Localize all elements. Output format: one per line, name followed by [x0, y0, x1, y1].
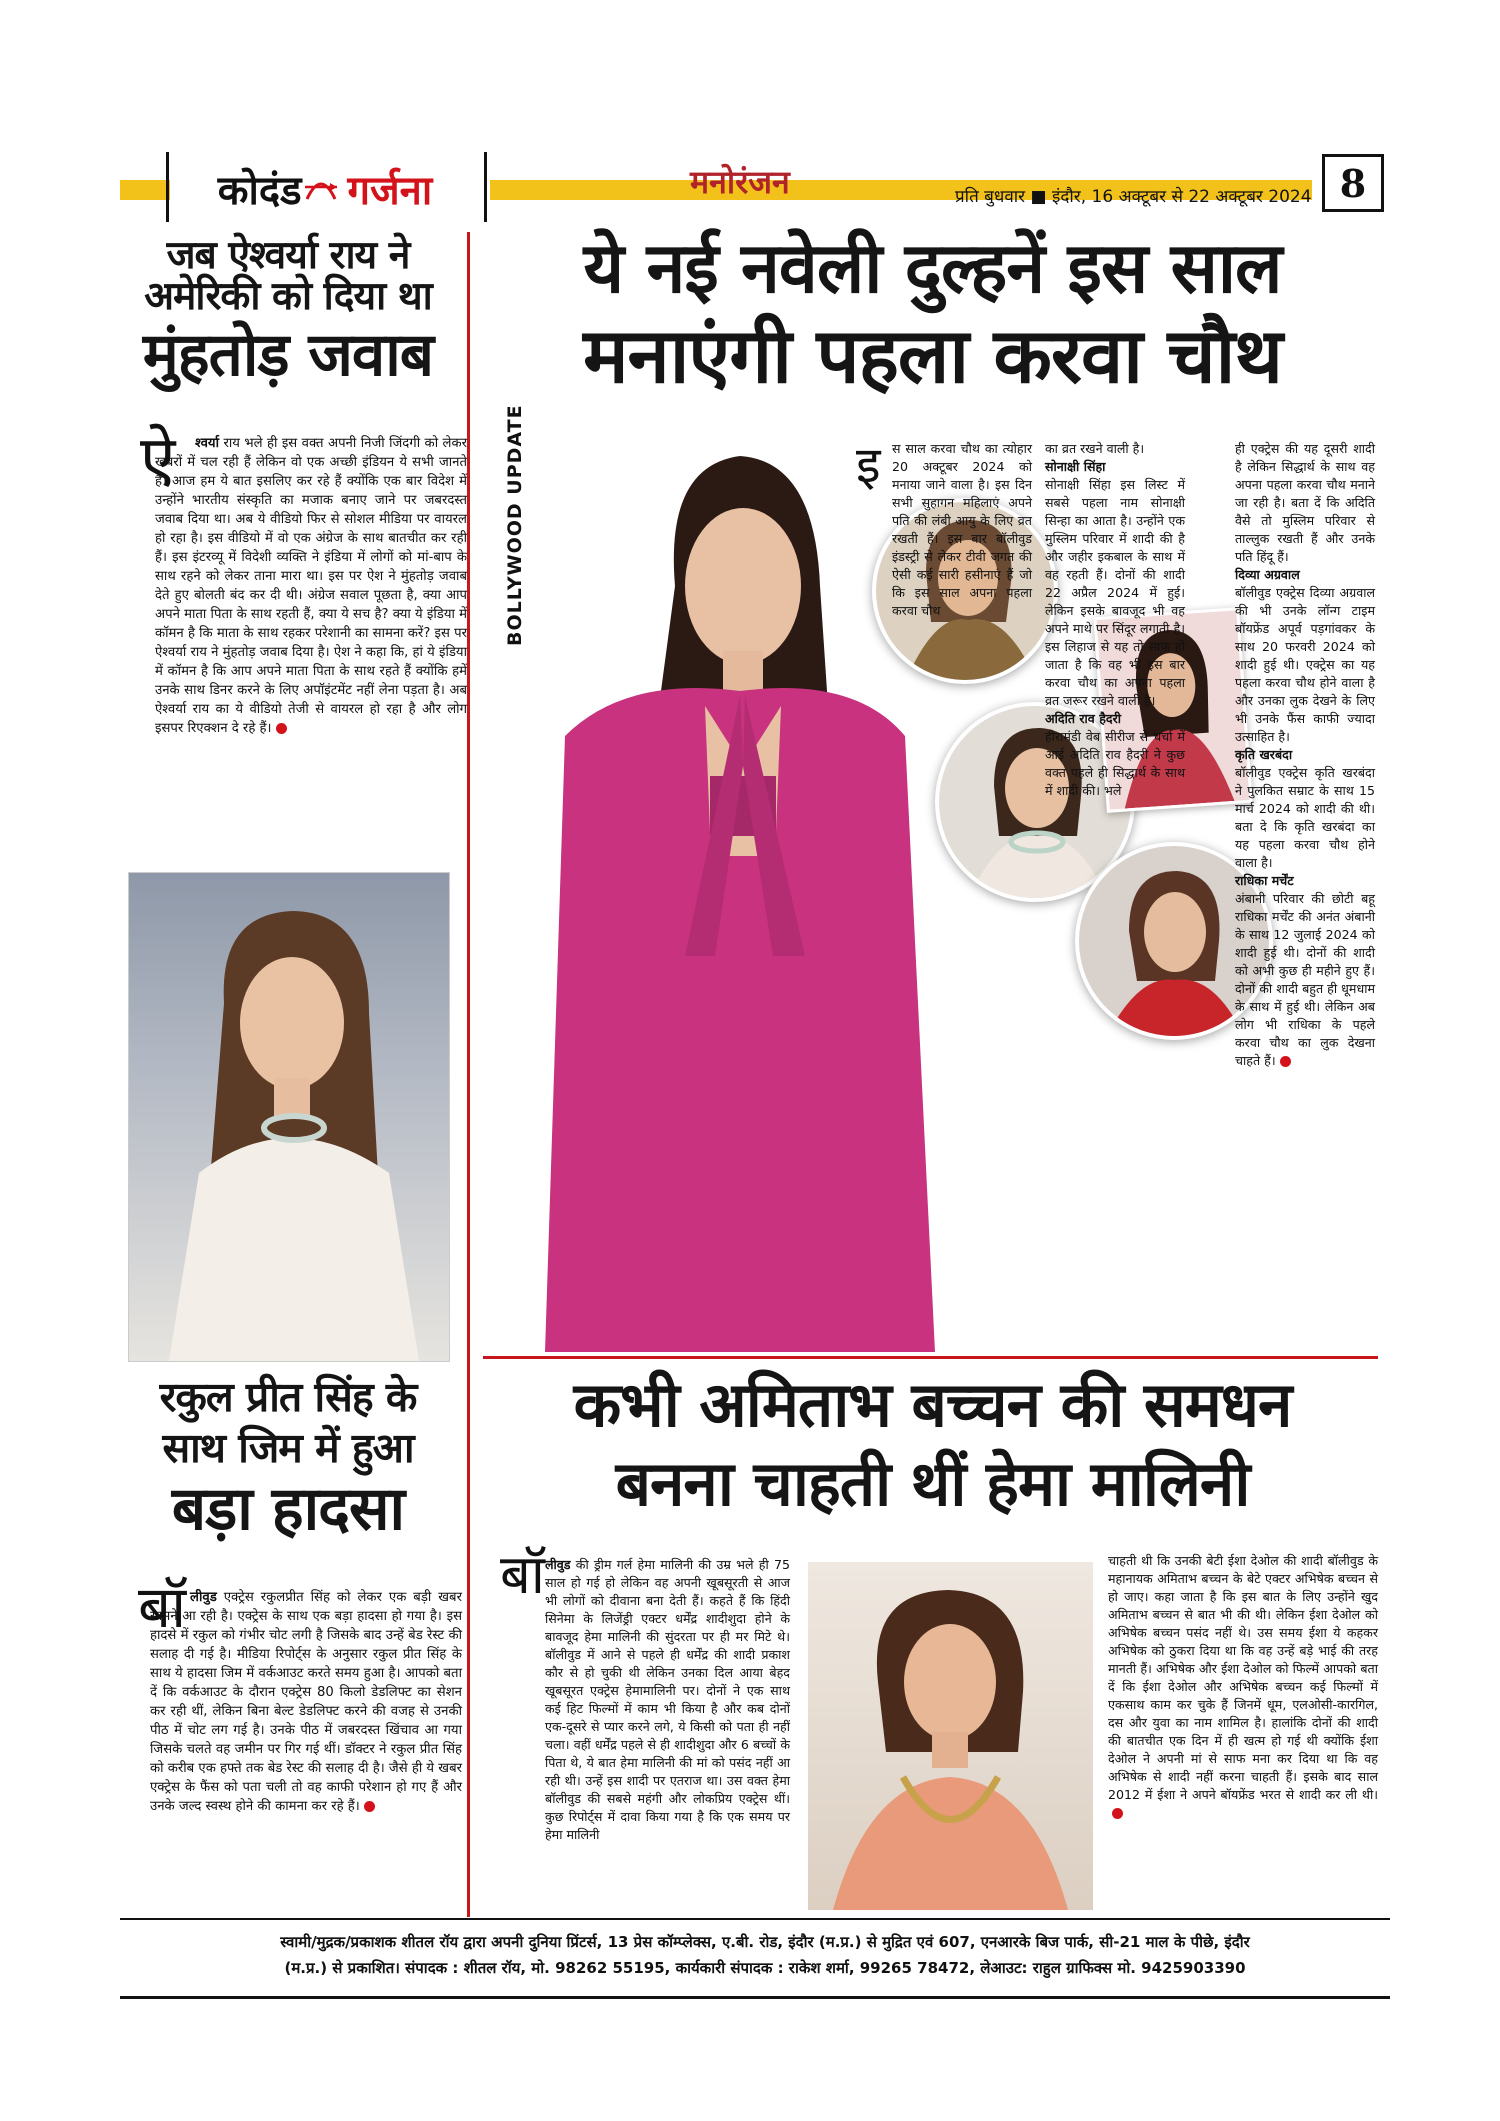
- lead-bold: श्वर्या: [195, 436, 220, 451]
- headline-line: जब ऐश्वर्या राय ने: [166, 233, 410, 278]
- rakul-dropcap: बॉ: [138, 1573, 187, 1641]
- subhead-aditi: अदिति राव हैदरी: [1045, 711, 1121, 726]
- subhead-radhika: राधिका मर्चेंट: [1235, 873, 1294, 888]
- dateline: प्रति बुधवार ■ इंदौर, 16 अक्टूबर से 22 अक्टूबर 2024: [955, 187, 1312, 207]
- headline-line: मनाएंगी पहला करवा चौथ: [583, 310, 1282, 400]
- article-text: ही एक्ट्रेस की यह दूसरी शादी है लेकिन सिद्धार्थ के साथ वह अपना पहला करवा चौथ मनाने जा रही है। बता दें कि अदिति वैसे तो मुस्लिम परिवार से ताल्लुक रखती हैं और उनके पति हिंदू हैं।: [1235, 441, 1375, 564]
- article-text: अंबानी परिवार की छोटी बहू राधिका मर्चेंट की अनंत अंबानी के साथ 12 जुलाई 2024 को शादी हुई थी। दोनों की शादी को अभी कुछ ही महीने हुए हैं। दोनों की शादी बहुत ही धूमधाम के साथ में हुई थी। लेकिन अब लोग भी राधिका के पहले करवा चौथ का लुक देखना चाहते हैं।: [1235, 891, 1375, 1068]
- masthead-divider: [166, 152, 169, 222]
- subhead-divya: दिव्या अग्रवाल: [1235, 567, 1300, 582]
- karwa-col1: [892, 440, 1032, 620]
- end-dot-icon: [364, 1801, 375, 1812]
- karwa-col3: [1235, 440, 1375, 1070]
- bow-arrow-icon: [303, 173, 339, 203]
- article-text: स साल करवा चौथ का त्योहार 20 अक्टूबर 2024 को मनाया जाने वाला है। इस दिन सभी सुहागन महिलाएं अपने पति की लंबी आयु के लिए व्रत रखती हैं। इस बार बॉलीवुड इंडस्ट्री से लेकर टीवी जगत की ऐसी कई सारी हसीनाएं हैं जो कि इस साल अपना पहला करवा चौथ: [892, 441, 1032, 618]
- imprint-line-2: (म.प्र.) से प्रकाशित। संपादक : शीतल रॉय, मो. 98262 55195, कार्यकारी संपादक : राकेश शर्मा, 99265 78472, लेआउट: राहुल ग्राफिक्स मो. 9425903390: [284, 1959, 1246, 1977]
- article-text: बॉलीवुड एक्ट्रेस दिव्या अग्रवाल की भी उनके लॉन्ग टाइम बॉयफ्रेंड अपूर्व पड़गांवकर के साथ 20 फरवरी 2024 को शादी हुई थी। एक्ट्रेस का यह पहला करवा चौथ होने वाला है और उनका लुक देखने के लिए भी उनके फैंस काफी ज्यादा उत्साहित है।: [1235, 585, 1375, 744]
- headline-line: अमेरिकी को दिया था: [144, 273, 432, 319]
- article-text: राय भले ही इस वक्त अपनी निजी जिंदगी को लेकर खबरों में चल रही हैं लेकिन वो एक अच्छी इंडियन ये सभी जानते हैं। आज हम ये बात इसलिए कर रहे हैं क्योंकि एक बार विदेश में उन्होंने भारतीय संस्कृति का मजाक बनाए जाने पर जबरदस्त जवाब दिया था। अब ये वीडियो फिर से सोशल मीडिया पर वायरल हो रहा है। इस वीडियो में वो एक अंग्रेज के साथ बातचीत कर रही हैं। इस इंटरव्यू में विदेशी व्यक्ति ने इंडिया में लोगों को मां-बाप के साथ रहने को लेकर ताना मारा था। इस पर ऐश ने मुंहतोड़ जवाब देते हुए बोलती बंद कर दी थी। अंग्रेज सवाल पूछता है, क्या आप अपने माता पिता के साथ रहती हैं, क्या ये सच है? क्या ये इंडिया में कॉमन है कि माता के साथ रहकर परेशानी का सामना करें? इस पर ऐश्वर्या राय ने मुंहतोड़ जवाब दिया है। ऐश ने कहा कि, हां ये इंडिया में कॉमन है कि आप अपने माता पिता के साथ रहते हैं क्योंकि हमें उनके साथ डिनर करने के लिए अपॉइंटमेंट नहीं लेना पड़ता है। अब ऐश्वर्या राय का ये वीडियो तेजी से वायरल हो रहा है और लोग इसपर रिएक्शन दे रहे हैं।: [155, 436, 467, 736]
- karwa-dropcap: इ: [856, 436, 881, 494]
- section-title: मनोरंजन: [690, 163, 790, 201]
- end-dot-icon: [1280, 1056, 1291, 1067]
- rakul-body: [150, 1588, 462, 1816]
- end-dot-icon: [276, 723, 287, 734]
- karwa-headline: [485, 227, 1380, 400]
- lead-bold: लीवुड: [190, 1590, 217, 1605]
- hema-col2: [1108, 1552, 1378, 1822]
- portrait-illustration: [808, 1562, 1093, 1910]
- aishwarya-dropcap: ऐ: [140, 423, 176, 497]
- portrait-illustration: [129, 873, 449, 1361]
- headline-line: मुंहतोड़ जवाब: [142, 319, 434, 390]
- kicker-text: BOLLYWOOD UPDATE: [504, 404, 526, 646]
- newspaper-logo: [170, 158, 480, 218]
- subhead-kriti: कृति खरबंदा: [1235, 747, 1293, 762]
- article-text: सोनाक्षी सिंहा इस लिस्ट में सबसे पहला नाम सोनाक्षी सिन्हा का आता है। उन्होंने एक मुस्लिम परिवार में शादी की है और जहीर इकबाल के साथ में वह रहती हैं। दोनों की शादी 22 अप्रैल 2024 में हुई। लेकिन इसके बावजूद भी वह अपने माथे पर सिंदूर लगाती है। इस लिहाज से यह तो साफ हो जाता है कि वह भी इस बार करवा चौथ का अपना पहला व्रत जरूर रखने वाली है।: [1045, 477, 1185, 708]
- article-text: चाहती थी कि उनकी बेटी ईशा देओल की शादी बॉलीवुड के महानायक अमिताभ बच्चन के बेटे एक्टर अभिषेक बच्चन से हो जाए। कहा जाता है कि इस बात के लिए उन्होंने खुद अमिताभ बच्चन से बात भी की थी। लेकिन ईशा देओल को अभिषेक बच्चन पसंद नहीं थे। उस समय ईशा ये कहकर अभिषेक को ठुकरा दिया था कि वह उन्हें बड़े भाई की तरह मानती हैं। अभिषेक और ईशा देओल को फिल्में आपको बता दें कि ईशा देओल और अभिषेक बच्चन कई फिल्मों में एकसाथ काम कर चुके हैं जिनमें धूम, एलओसी-कारगिल, दस और युवा का नाम शामिल है। हालांकि दोनों की शादी की बातचीत एक दिन में ही खत्म हो गई थी क्योंकि ईशा देओल ने अपनी मां से साफ मना कर दिया था कि वह अभिषेक से शादी नहीं करना चाहती हैं। इसके बाद साल 2012 में ईशा ने अपने बॉयफ्रेंड भरत से शादी कर ली थी।: [1108, 1553, 1378, 1802]
- rakul-headline: [118, 1373, 458, 1545]
- article-text: बॉलीवुड एक्ट्रेस कृति खरबंदा ने पुलकित सम्राट के साथ 15 मार्च 2024 को शादी की थी। बता दे कि कृति खरबंदा का यह पहला करवा चौथ होने वाला है।: [1235, 765, 1375, 870]
- article-text: एक्ट्रेस रकुलप्रीत सिंह को लेकर एक बड़ी खबर सामने आ रही है। एक्ट्रेस के साथ एक बड़ा हादसा हो गया है। इस हादसे में रकुल को गंभीर चोट लगी है जिसके बाद उन्हें बेड रेस्ट की सलाह दी गई है। मीडिया रिपोर्ट्स के अनुसार रकुल प्रीत सिंह के साथ ये हादसा जिम में वर्कआउट करते समय हुआ है। आपको बता दें कि वर्कआउट के दौरान एक्ट्रेस 80 किलो डेडलिफ्ट का सेशन कर रही थीं, लेकिन बिना बेल्ट डेडलिफ्ट करने की वजह से उनकी पीठ में चोट लग गई है। उनके पीठ में जबरदस्त खिंचाव आ गया जिसके चलते वह जमीन पर गिर गई थीं। डॉक्टर ने रकुल प्रीत सिंह को करीब एक हफ्ते तक बेड रेस्ट की सलाह दी है। जैसे ही ये खबर एक्ट्रेस के फैंस को पता चली तो वह काफी परेशान हो गए हैं और उनके जल्द स्वस्थ होने की कामना कर रहे हैं।: [150, 1590, 462, 1814]
- article-text: हीरामंडी वेब सीरीज से चर्चा में आई अदिति राव हैदरी ने कुछ वक्त पहले ही सिद्धार्थ के साथ में शादी की। भले: [1045, 729, 1185, 798]
- aishwarya-body: [155, 434, 467, 738]
- aishwarya-headline: [118, 233, 458, 390]
- logo-part2: गर्जना: [347, 166, 433, 214]
- logo-part1: कोदंड: [217, 166, 302, 214]
- hema-headline: [485, 1368, 1380, 1521]
- hema-col1: [545, 1556, 790, 1844]
- footer-top-rule: [120, 1918, 1390, 1920]
- story-divider: [483, 1356, 1378, 1359]
- headline-line: कभी अमिताभ बच्चन की समधन: [573, 1368, 1292, 1441]
- rakul-photo: [128, 872, 450, 1362]
- lead-bold: लीवुड: [545, 1557, 571, 1572]
- karwa-col2: [1045, 440, 1185, 800]
- end-dot-icon: [1112, 1808, 1123, 1819]
- headline-line: साथ जिम में हुआ: [162, 1424, 414, 1473]
- headline-line: बड़ा हादसा: [171, 1474, 405, 1545]
- headline-line: बनना चाहती थीं हेमा मालिनी: [615, 1447, 1250, 1521]
- footer-bottom-rule: [120, 1996, 1390, 1999]
- imprint-line-1: स्वामी/मुद्रक/प्रकाशक शीतल रॉय द्वारा अपनी दुनिया प्रिंटर्स, 13 प्रेस कॉम्प्लेक्स, ए.बी. रोड, इंदौर (म.प्र.) से मुद्रित एवं 607, एनआरके बिज पार्क, सी-21 माल के पीछे, इंदौर: [280, 1933, 1250, 1951]
- masthead-yellow-bar-left: [120, 180, 170, 200]
- column-rule: [467, 232, 470, 1917]
- headline-line: ये नई नवेली दुल्हनें इस साल: [583, 227, 1282, 309]
- hema-dropcap: बॉ: [500, 1543, 545, 1606]
- hema-photo: [808, 1562, 1093, 1910]
- page-number: 8: [1322, 154, 1384, 212]
- article-text: की ड्रीम गर्ल हेमा मालिनी की उम्र भले ही 75 साल हो गई हो लेकिन वह अपनी खूबसूरती से आज भी लोगों को दीवाना बना देती हैं। कहते हैं कि हिंदी सिनेमा के लिजेंड्री एक्टर धर्मेंद्र शादीशुदा होने के बावजूद हेमा मालिनी की सुंदरता पर ही मर मिटे थे। बॉलीवुड में आने से पहले ही धर्मेंद्र की शादी प्रकाश कौर से हो चुकी थी लेकिन उनका दिल आया बेहद खूबसूरत एक्ट्रेस हेमामालिनी पर। दोनों ने एक साथ कई हिट फिल्मों में काम भी किया है और कब दोनों एक-दूसरे से प्यार करने लगे, ये किसी को पता ही नहीं चला। वहीं धर्मेंद्र पहले से ही शादीशुदा और 6 बच्चों के पिता थे, ये बात हेमा मालिनी की मां को पसंद नहीं आ रही थी। उन्हें इस शादी पर एतराज था। उस वक्त हेमा बॉलीवुड की सबसे महंगी और लोकप्रिय एक्ट्रेस थीं। कुछ रिपोर्ट्स में दावा किया गया है कि एक समय पर हेमा मालिनी: [545, 1557, 790, 1842]
- headline-line: रकुल प्रीत सिंह के: [159, 1373, 417, 1421]
- article-text: का व्रत रखने वाली है।: [1045, 441, 1145, 456]
- masthead-divider: [484, 152, 487, 222]
- subhead-sonakshi: सोनाक्षी सिंहा: [1045, 459, 1106, 474]
